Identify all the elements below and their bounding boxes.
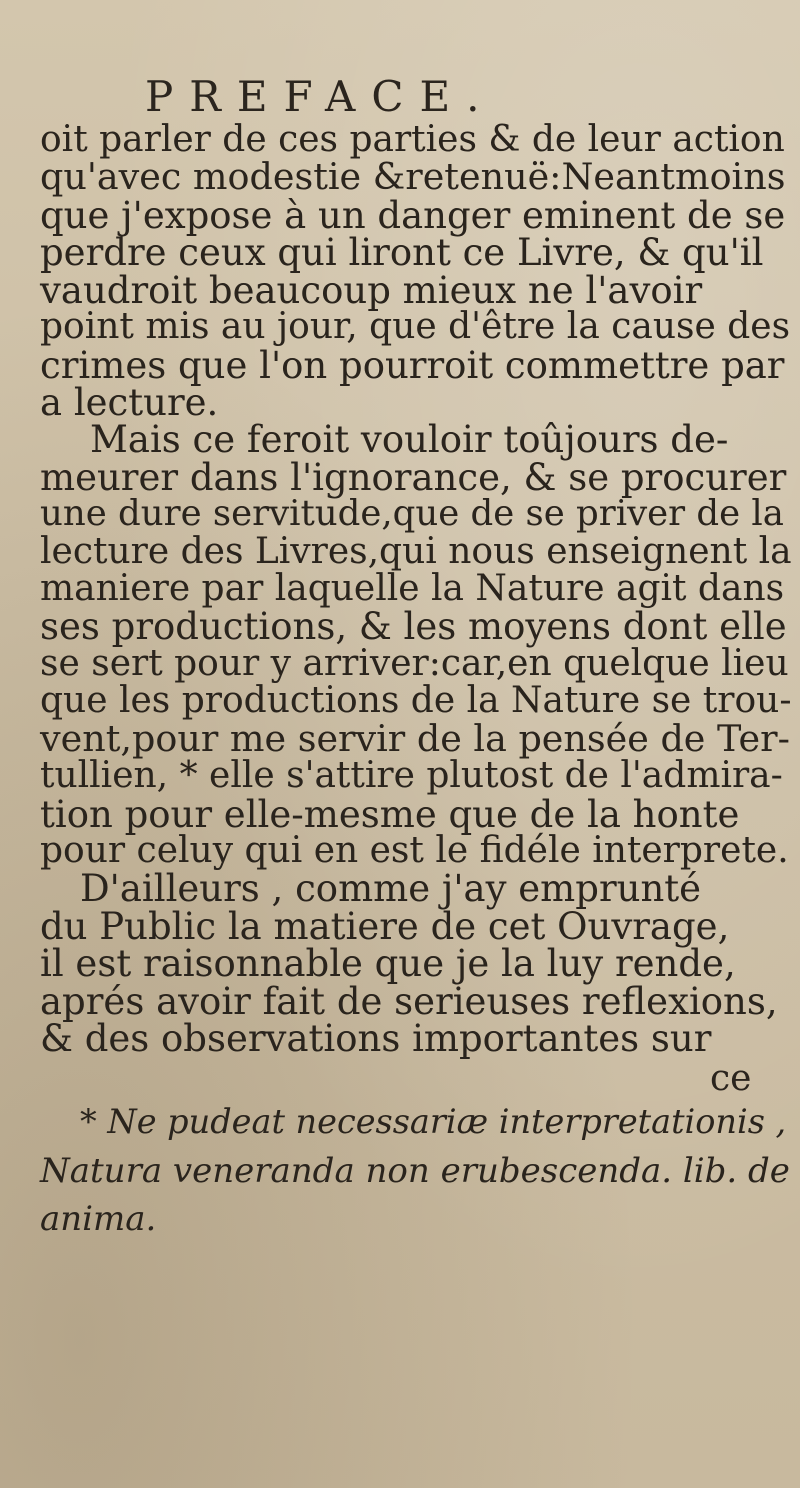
- text-line: point mis au jour, que d'être la cause des: [40, 306, 791, 347]
- text-line: crimes que l'on pourroit commettre par: [40, 344, 785, 387]
- text-line-indented: Mais ce feroit vouloir toûjours de-: [90, 418, 729, 461]
- text-line: une dure servitude,que de se priver de la: [40, 493, 784, 534]
- text-line: tullien, * elle s'attire plutost de l'admira-: [40, 755, 783, 796]
- text-line: a lecture.: [40, 381, 219, 424]
- text-line: du Public la matiere de cet Ouvrage,: [40, 905, 730, 948]
- text-line: pour celuy qui en est le fidéle interprete.: [40, 830, 789, 871]
- text-line-indented: D'ailleurs , comme j'ay emprunté: [80, 867, 702, 910]
- text-line: il est raisonnable que je la luy rende,: [40, 942, 736, 985]
- text-line: vaudroit beaucoup mieux ne l'avoir: [40, 269, 703, 312]
- running-header: PREFACE.: [145, 72, 496, 121]
- footnote-line: Natura veneranda non erubescenda. lib. de: [40, 1151, 790, 1191]
- text-line: lecture des Livres,qui nous enseignent la: [40, 531, 792, 572]
- catchword: ce: [710, 1058, 752, 1099]
- text-line: aprés avoir fait de serieuses reflexions,: [40, 980, 778, 1023]
- footnote-line: * Ne pudeat necessariæ interpretationis ,: [80, 1102, 787, 1141]
- text-line: perdre ceux qui liront ce Livre, & qu'il: [40, 231, 764, 274]
- text-line: oit parler de ces parties & de leur action: [40, 119, 785, 160]
- text-line: se sert pour y arriver:car,en quelque lieu: [40, 643, 789, 684]
- footnote-line: anima.: [40, 1199, 157, 1239]
- text-line: ses productions, & les moyens dont elle: [40, 605, 787, 648]
- text-line: maniere par laquelle la Nature agit dans: [40, 568, 785, 609]
- text-line: & des observations importantes sur: [40, 1017, 712, 1060]
- text-line: que les productions de la Nature se trou-: [40, 680, 792, 721]
- text-line: vent,pour me servir de la pensée de Ter-: [40, 717, 790, 760]
- text-line: qu'avec modestie &retenuë:Neantmoins: [40, 155, 786, 198]
- text-line: meurer dans l'ignorance, & se procurer: [40, 456, 787, 499]
- text-line: tion pour elle-mesme que de la honte: [40, 793, 740, 836]
- text-line: que j'expose à un danger eminent de se: [40, 194, 786, 237]
